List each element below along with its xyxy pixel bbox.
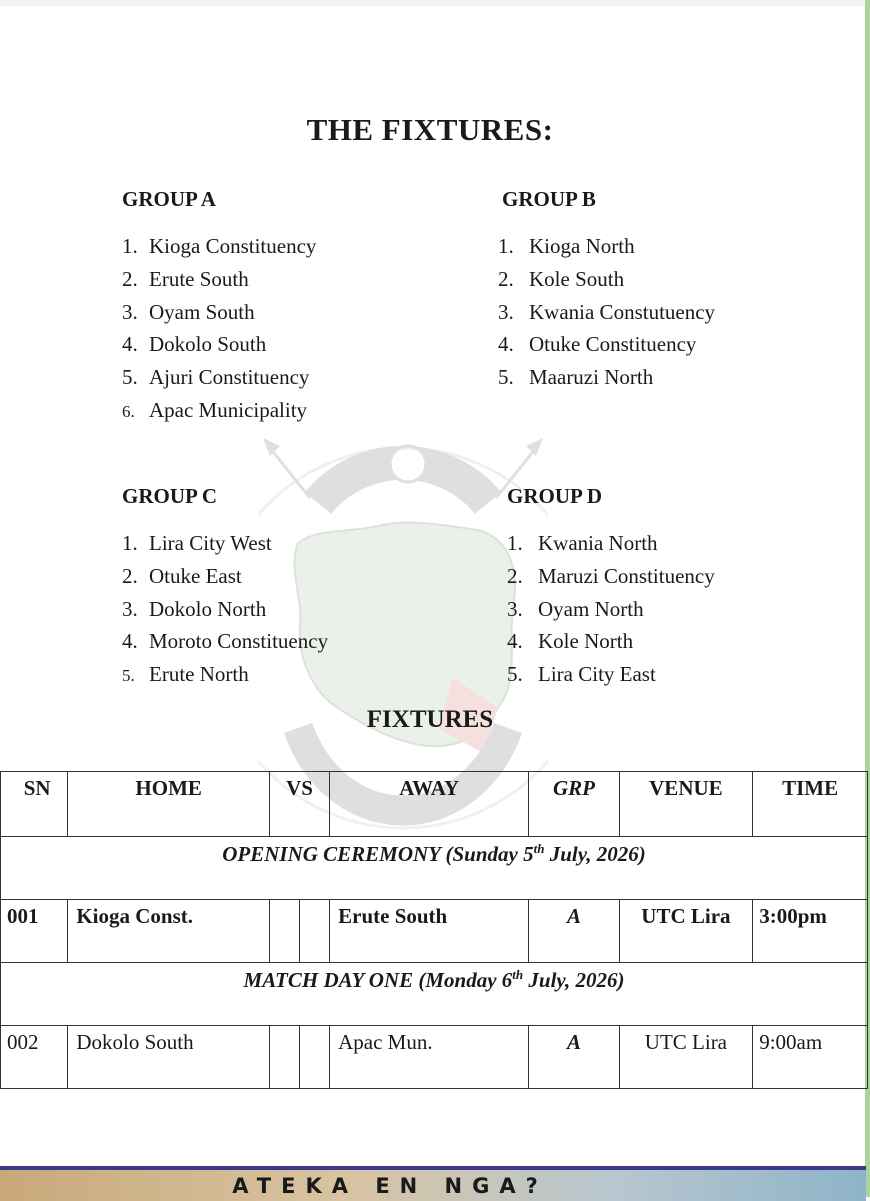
list-item: 5. Erute North — [122, 662, 249, 687]
header-sn: SN — [1, 772, 68, 837]
list-item: 3. Dokolo North — [122, 596, 267, 621]
cell-time: 9:00am — [753, 1026, 868, 1089]
list-item: 4. Moroto Constituency — [122, 629, 329, 654]
list-item: 2. Kole South — [498, 266, 625, 291]
header-home: HOME — [68, 772, 270, 837]
list-item: 3. Oyam North — [507, 596, 644, 621]
cell-sn: 001 — [1, 900, 68, 963]
group-a-heading: GROUP A — [122, 187, 216, 211]
cell-away: Erute South — [330, 900, 529, 963]
list-item: 1. Lira City West — [122, 531, 272, 555]
list-item: 1. Kwania North — [507, 531, 658, 555]
section-row-opening-ceremony — [1, 837, 868, 900]
cell-grp: A — [529, 900, 619, 963]
list-item: 3. Oyam South — [122, 299, 255, 324]
group-d-team-list — [507, 527, 715, 691]
cell-vs-right — [300, 1026, 330, 1089]
list-item: 1. Kioga Constituency — [122, 234, 317, 258]
footer-slogan: ATEKA EN NGA? — [232, 1174, 548, 1198]
cell-time: 3:00pm — [753, 900, 868, 963]
cell-home: Kioga Const. — [68, 900, 270, 963]
cell-home: Dokolo South — [68, 1026, 270, 1089]
group-b-heading: GROUP B — [502, 187, 596, 211]
header-time: TIME — [753, 772, 868, 837]
fixtures-table — [0, 771, 868, 1089]
list-item: 5. Ajuri Constituency — [122, 365, 310, 390]
list-item: 6. Apac Municipality — [122, 397, 308, 422]
group-d-heading: GROUP D — [507, 484, 603, 508]
page-title: THE FIXTURES: — [306, 112, 554, 147]
list-item: 4. Kole North — [507, 629, 634, 654]
group-c-team-list — [122, 527, 328, 691]
group-a-team-list — [122, 230, 316, 427]
list-item: 5. Lira City East — [507, 662, 656, 687]
list-item: 1. Kioga North — [498, 234, 635, 258]
footer-banner — [0, 1166, 866, 1201]
list-item: 2. Otuke East — [122, 563, 242, 588]
table-row — [1, 1026, 868, 1089]
list-item: 5. Maaruzi North — [498, 365, 654, 390]
header-vs: VS — [269, 772, 329, 837]
group-b-team-list — [498, 230, 715, 394]
group-c-heading: GROUP C — [122, 484, 218, 508]
cell-sn: 002 — [1, 1026, 68, 1089]
cell-vs-left — [269, 900, 299, 963]
cell-venue: UTC Lira — [619, 1026, 753, 1089]
top-edge — [0, 0, 870, 6]
list-item: 2. Erute South — [122, 266, 249, 291]
list-item: 4. Dokolo South — [122, 332, 267, 357]
header-grp: GRP — [529, 772, 619, 837]
cell-venue: UTC Lira — [619, 900, 753, 963]
cell-vs-right — [300, 900, 330, 963]
list-item: 4. Otuke Constituency — [498, 332, 697, 357]
header-venue: VENUE — [619, 772, 753, 837]
cell-away: Apac Mun. — [330, 1026, 529, 1089]
section-label: OPENING CEREMONY (Sunday 5th July, 2026) — [1, 837, 868, 900]
cell-grp: A — [529, 1026, 619, 1089]
table-row — [1, 900, 868, 963]
fixtures-heading: FIXTURES — [366, 706, 494, 733]
list-item: 3. Kwania Constutuency — [498, 299, 716, 324]
list-item: 2. Maruzi Constituency — [507, 563, 715, 588]
header-away: AWAY — [330, 772, 529, 837]
section-row-match-day-one — [1, 963, 868, 1026]
section-label: MATCH DAY ONE (Monday 6th July, 2026) — [1, 963, 868, 1026]
cell-vs-left — [269, 1026, 299, 1089]
table-header-row — [1, 772, 868, 837]
